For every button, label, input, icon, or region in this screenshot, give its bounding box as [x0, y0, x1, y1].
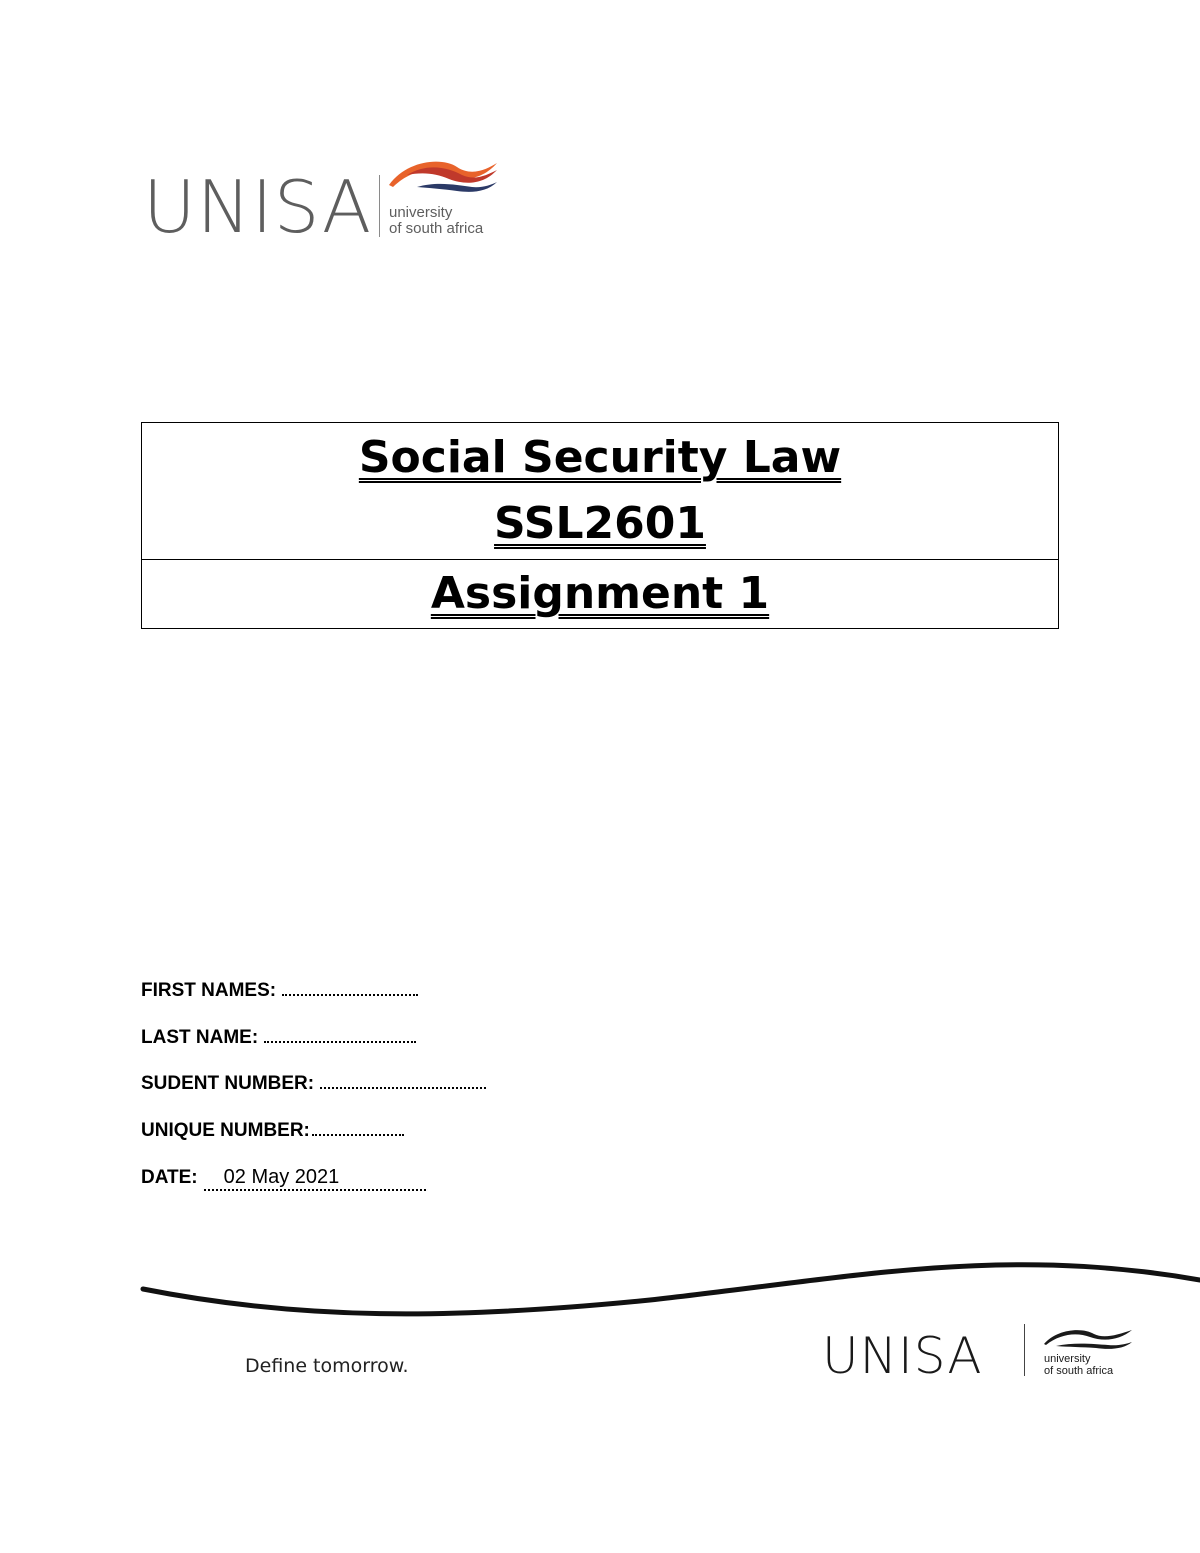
footer-swoosh-icon: [1042, 1326, 1134, 1352]
first-names-field[interactable]: [282, 980, 418, 996]
first-names-row: [141, 980, 486, 1027]
unique-number-label: UNIQUE NUMBER:: [141, 1119, 310, 1141]
date-value[interactable]: 02 May 2021: [204, 1166, 426, 1191]
logo-subtitle-line2: of south africa: [389, 220, 484, 237]
unisa-logo-header: [143, 155, 513, 250]
logo-subtitle: [389, 205, 483, 237]
student-number-label: SUDENT NUMBER:: [141, 1073, 315, 1094]
footer-logo-wordmark: UNISA: [822, 1327, 983, 1385]
first-names-label: FIRST NAMES:: [141, 980, 277, 1001]
title-cell-assignment: [142, 560, 1059, 629]
last-name-row: [141, 1027, 486, 1074]
student-details: [141, 980, 486, 1213]
footer-logo-subtitle-line1: university: [1044, 1353, 1091, 1365]
logo-subtitle-line1: university: [389, 204, 453, 221]
student-number-field[interactable]: [320, 1073, 486, 1089]
footer-logo-subtitle: [1044, 1353, 1113, 1377]
footer-logo-subtitle-line2: of south africa: [1044, 1365, 1114, 1377]
unique-number-row: [141, 1120, 486, 1167]
unisa-logo-footer: [822, 1322, 1142, 1392]
assignment-title: Assignment 1: [430, 568, 770, 619]
title-table: [141, 422, 1059, 629]
last-name-label: LAST NAME:: [141, 1026, 259, 1048]
course-code: SSL2601: [494, 498, 706, 549]
footer-tagline: Define tomorrow.: [245, 1355, 409, 1377]
date-label: DATE:: [141, 1167, 198, 1188]
logo-divider: [379, 175, 380, 237]
student-number-row: [141, 1073, 486, 1120]
unique-number-field[interactable]: [312, 1120, 404, 1136]
last-name-field[interactable]: [264, 1027, 416, 1043]
course-name: Social Security Law: [358, 432, 842, 483]
title-cell-course: [142, 423, 1059, 560]
swoosh-icon: [387, 155, 499, 200]
footer-logo-divider: [1024, 1324, 1025, 1376]
footer-wave-line: [0, 1250, 1200, 1330]
logo-wordmark: UNISA: [143, 165, 373, 249]
date-row: [141, 1166, 486, 1213]
